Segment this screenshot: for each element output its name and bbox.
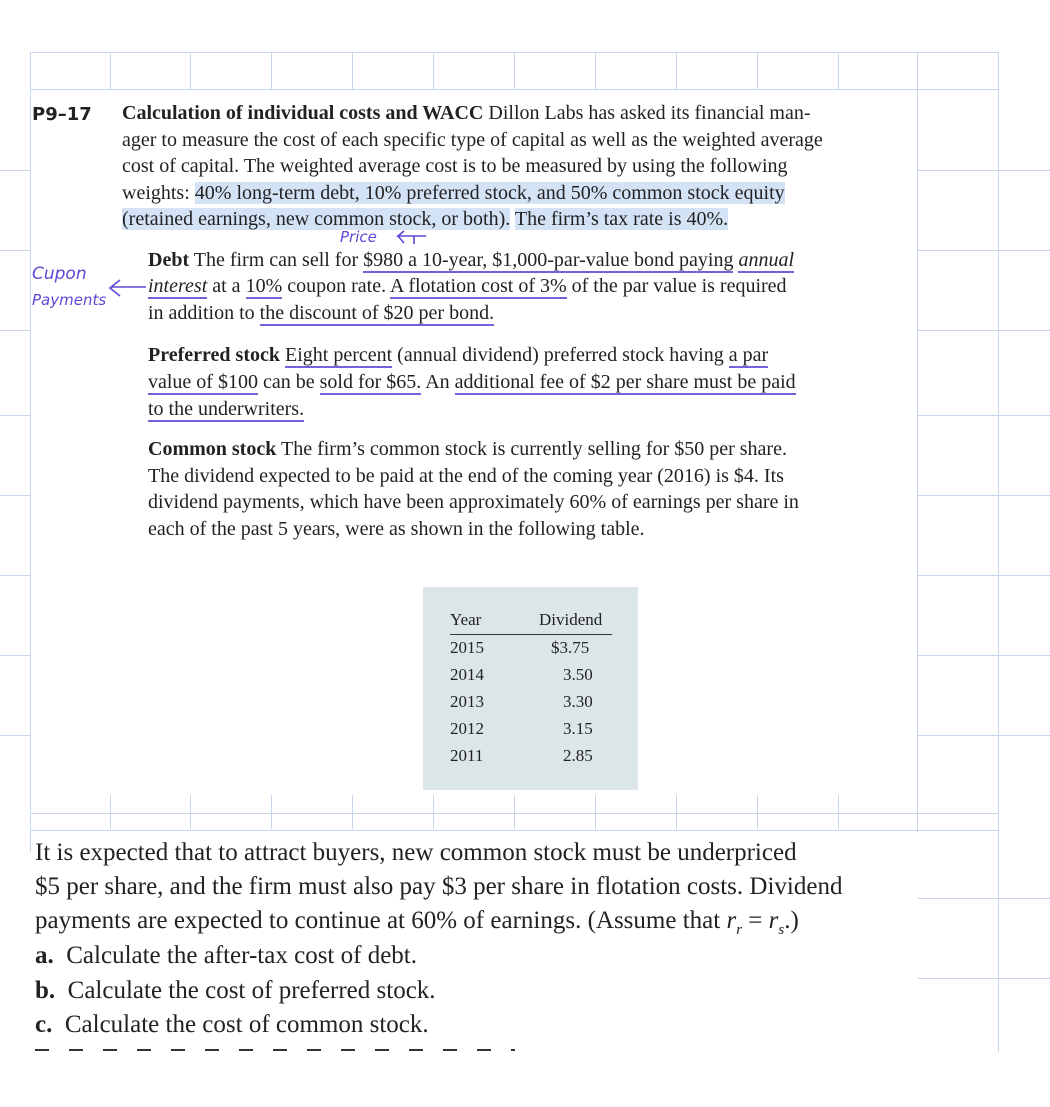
table-cell: 3.50 xyxy=(563,665,593,684)
intro-line-4: weights: 40% long-term debt, 10% preferred stock, and 50% common stock equity xyxy=(122,182,785,204)
intro-line-5: (retained earnings, new common stock, or both). The firm’s tax rate is 40%. xyxy=(122,208,729,230)
table-row: 2013 xyxy=(450,692,484,711)
grid-line xyxy=(0,415,30,416)
common-line-2: The dividend expected to be paid at the end of the coming year (2016) is $4. Its xyxy=(148,465,784,487)
grid-line xyxy=(918,415,1050,416)
tax-rate-highlight: The firm’s tax rate is 40%. xyxy=(514,208,729,230)
problem-title: Calculation of individual costs and WACC xyxy=(122,102,484,124)
grid-line xyxy=(918,330,1050,331)
grid-line xyxy=(918,575,1050,576)
table-header-dividend: Dividend xyxy=(539,610,603,629)
grid-line xyxy=(514,795,515,829)
common-line-3: dividend payments, which have been approximately 60% of earnings per share in xyxy=(148,491,799,513)
dividend-table xyxy=(423,587,638,790)
grid-line xyxy=(110,795,111,829)
preferred-line-2: value of $100 can be sold for $65. An additional fee of $2 per share must be paid xyxy=(148,371,796,393)
cupon-arrow-icon xyxy=(104,278,148,300)
intro-line-1: Calculation of individual costs and WACC Dillon Labs has asked its financial man- xyxy=(122,102,811,124)
grid-line xyxy=(190,795,191,829)
preferred-line-1: Preferred stock Eight percent (annual dividend) preferred stock having a par xyxy=(148,344,769,366)
cupon-annotation: Cupon xyxy=(32,264,87,284)
intro-line-3: cost of capital. The weighted average cost is to be measured by using the following xyxy=(122,155,788,177)
grid-line xyxy=(190,52,191,90)
table-row: 2015 xyxy=(450,638,484,657)
grid-line xyxy=(433,795,434,829)
weights-highlight: 40% long-term debt, 10% preferred stock, and 50% common stock equity xyxy=(194,182,785,204)
debt-line-3: in addition to the discount of $20 per bond. xyxy=(148,302,495,324)
grid-line xyxy=(838,52,839,90)
grid-line xyxy=(918,170,1050,171)
grid-line xyxy=(595,52,596,90)
grid-line xyxy=(352,52,353,90)
problem-header xyxy=(32,101,92,129)
preferred-line-3: to the underwriters. xyxy=(148,398,305,420)
common-line-4: each of the past 5 years, were as shown in the following table. xyxy=(148,518,645,540)
question-item-b: b. Calculate the cost of preferred stock. xyxy=(35,977,436,1004)
cropped-line xyxy=(35,1046,515,1053)
debt-line-2: interest at a 10% coupon rate. A flotation cost of 3% of the par value is required xyxy=(148,275,787,297)
grid-line xyxy=(757,52,758,90)
grid-line xyxy=(0,655,30,656)
grid-line xyxy=(0,495,30,496)
grid-line xyxy=(352,795,353,829)
grid-line xyxy=(917,52,918,832)
problem-number: P9–17 xyxy=(32,104,92,125)
table-header-year: Year xyxy=(450,610,482,629)
grid-line xyxy=(0,250,30,251)
table-cell: $3.75 xyxy=(551,638,590,657)
grid-line xyxy=(0,575,30,576)
preferred-label: Preferred stock xyxy=(148,344,280,366)
table-row: 2012 xyxy=(450,719,484,738)
grid-line xyxy=(271,795,272,829)
common-line-1: Common stock The firm’s common stock is currently selling for $50 per share. xyxy=(148,438,787,460)
grid-line xyxy=(918,735,1050,736)
grid-line xyxy=(918,250,1050,251)
arrow-icon xyxy=(392,230,428,248)
price-annotation: Price xyxy=(340,228,377,246)
grid-line xyxy=(30,830,998,831)
question-item-a: a. Calculate the after-tax cost of debt. xyxy=(35,942,417,969)
grid-line xyxy=(676,795,677,829)
grid-line xyxy=(998,52,999,1052)
grid-line xyxy=(757,795,758,829)
common-label: Common stock xyxy=(148,438,277,460)
debt-label: Debt xyxy=(148,249,190,271)
grid-line xyxy=(30,89,998,90)
grid-line xyxy=(514,52,515,90)
table-cell: 3.30 xyxy=(563,692,593,711)
grid-line xyxy=(918,898,1050,899)
continuation-line-3: payments are expected to continue at 60% of earnings. (Assume that $r_r = r_s$.) xyxy=(35,907,799,938)
grid-line xyxy=(30,52,31,852)
intro-line-2: ager to measure the cost of each specific type of capital as well as the weighted average xyxy=(122,129,823,151)
table-header-rule xyxy=(450,634,612,635)
table-row: 2014 xyxy=(450,665,484,684)
continuation-line-1: It is expected that to attract buyers, new common stock must be underpriced xyxy=(35,839,797,866)
table-row: 2011 xyxy=(450,746,484,765)
table-cell: 3.15 xyxy=(563,719,593,738)
grid-line xyxy=(110,52,111,90)
grid-line xyxy=(918,655,1050,656)
grid-line xyxy=(271,52,272,90)
grid-line xyxy=(0,330,30,331)
grid-line xyxy=(838,795,839,829)
grid-line xyxy=(0,735,30,736)
continuation-line-2: $5 per share, and the firm must also pay $3 per share in flotation costs. Dividend xyxy=(35,873,843,900)
grid-line xyxy=(30,813,998,814)
grid-line xyxy=(918,495,1050,496)
grid-line xyxy=(676,52,677,90)
question-item-c: c. Calculate the cost of common stock. xyxy=(35,1011,429,1038)
payments-annotation: Payments xyxy=(32,291,107,309)
grid-line xyxy=(595,795,596,829)
grid-line xyxy=(433,52,434,90)
grid-line xyxy=(918,978,1050,979)
debt-line-1: Debt The firm can sell for $980 a 10-year, $1,000-par-value bond paying annual xyxy=(148,249,795,271)
table-cell: 2.85 xyxy=(563,746,593,765)
grid-line xyxy=(0,170,30,171)
grid-line xyxy=(30,52,998,53)
